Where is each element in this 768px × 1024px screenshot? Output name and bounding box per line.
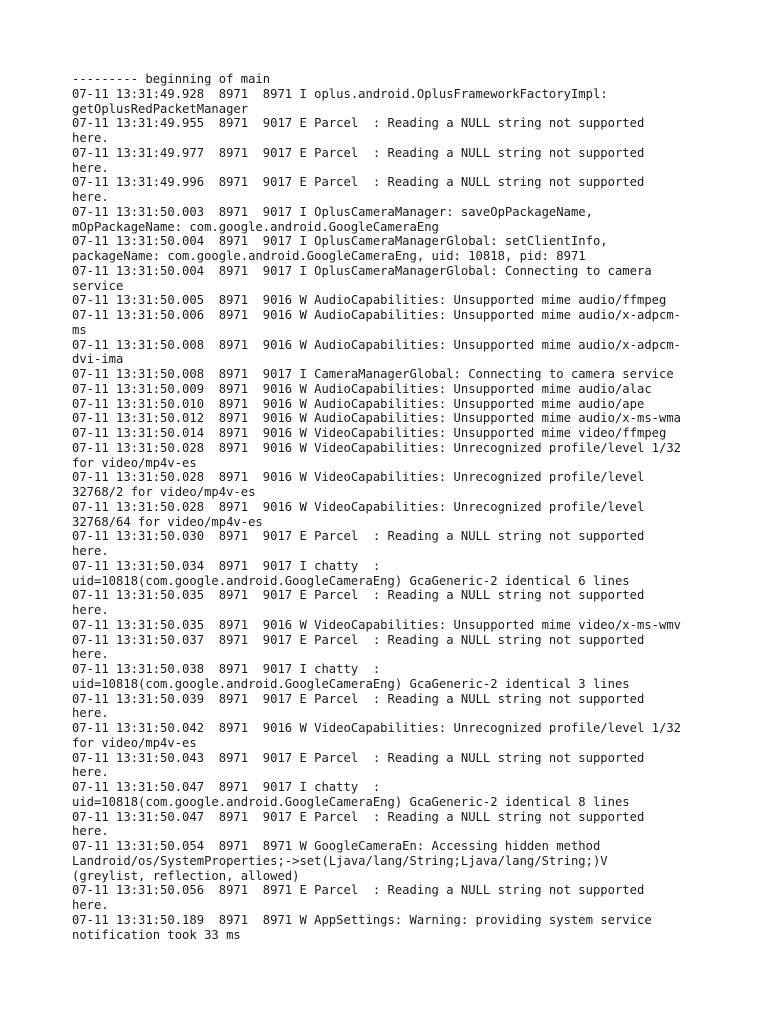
log-line: 32768/2 for video/mp4v-es	[72, 485, 256, 499]
log-line: 07-11 13:31:50.047 8971 9017 I chatty :	[72, 780, 381, 794]
log-line: getOplusRedPacketManager	[72, 101, 249, 116]
log-line: dvi-ima	[72, 352, 124, 367]
log-line: 07-11 13:31:49.955 8971 9017 E Parcel : Reading a NULL string not supported	[72, 116, 645, 131]
log-line: here.	[72, 765, 109, 780]
log-line: 32768/64 for video/mp4v-es	[72, 514, 263, 529]
log-line: for video/mp4v-es	[72, 735, 197, 750]
log-line: 07-11 13:31:50.008 8971 9017 I CameraManagerGlobal: Connecting to camera service	[72, 367, 674, 381]
log-line: here.	[72, 898, 109, 912]
log-line: mOpPackageName: com.google.android.GoogleCameraEng	[72, 219, 439, 234]
log-line: uid=10818(com.google.android.GoogleCameraEng) GcaGeneric-2 identical 6 lines	[72, 573, 630, 588]
log-line: service	[72, 278, 124, 293]
log-line: 07-11 13:31:50.009 8971 9016 W AudioCapabilities: Unsupported mime audio/alac	[72, 381, 652, 396]
log-line: 07-11 13:31:50.054 8971 8971 W GoogleCameraEn: Accessing hidden method	[72, 839, 601, 853]
log-line: 07-11 13:31:50.035 8971 9016 W VideoCapabilities: Unsupported mime video/x-ms-wmv	[72, 617, 682, 632]
log-line: 07-11 13:31:50.005 8971 9016 W AudioCapabilities: Unsupported mime audio/ffmpeg	[72, 293, 667, 308]
log-line: here.	[72, 603, 109, 617]
log-line: here.	[72, 160, 109, 175]
log-line: 07-11 13:31:50.008 8971 9016 W AudioCapabilities: Unsupported mime audio/x-adpcm-	[72, 337, 682, 352]
log-line: here.	[72, 706, 109, 721]
log-document	[72, 72, 712, 942]
log-line: Landroid/os/SystemProperties;->set(Ljava/lang/String;Ljava/lang/String;)V	[72, 853, 608, 868]
log-line: ms	[72, 322, 87, 337]
log-line: 07-11 13:31:50.035 8971 9017 E Parcel : Reading a NULL string not supported	[72, 588, 645, 603]
log-line: 07-11 13:31:50.047 8971 9017 E Parcel : Reading a NULL string not supported	[72, 809, 645, 824]
log-line: 07-11 13:31:50.189 8971 8971 W AppSettings: Warning: providing system service	[72, 912, 652, 927]
log-line: 07-11 13:31:49.977 8971 9017 E Parcel : Reading a NULL string not supported	[72, 145, 645, 160]
log-line: here.	[72, 190, 109, 204]
log-line: 07-11 13:31:50.038 8971 9017 I chatty :	[72, 662, 381, 676]
log-line: 07-11 13:31:50.039 8971 9017 E Parcel : Reading a NULL string not supported	[72, 691, 645, 706]
log-line: 07-11 13:31:50.004 8971 9017 I OplusCameraManagerGlobal: Connecting to camera	[72, 263, 652, 278]
log-line: 07-11 13:31:50.037 8971 9017 E Parcel : Reading a NULL string not supported	[72, 632, 645, 647]
log-line: for video/mp4v-es	[72, 455, 197, 470]
log-line: 07-11 13:31:49.996 8971 9017 E Parcel : Reading a NULL string not supported	[72, 175, 645, 190]
log-line: 07-11 13:31:50.034 8971 9017 I chatty :	[72, 558, 381, 573]
log-line: 07-11 13:31:50.004 8971 9017 I OplusCameraManagerGlobal: setClientInfo,	[72, 234, 608, 249]
log-line: 07-11 13:31:50.030 8971 9017 E Parcel : Reading a NULL string not supported	[72, 529, 645, 544]
log-line: here.	[72, 544, 109, 558]
log-line: 07-11 13:31:50.014 8971 9016 W VideoCapabilities: Unsupported mime video/ffmpeg	[72, 426, 667, 440]
log-line: uid=10818(com.google.android.GoogleCameraEng) GcaGeneric-2 identical 3 lines	[72, 676, 630, 691]
log-line: here.	[72, 131, 109, 145]
log-line: here.	[72, 824, 109, 839]
log-header: --------- beginning of main	[72, 72, 271, 86]
log-line: 07-11 13:31:50.003 8971 9017 I OplusCameraManager: saveOpPackageName,	[72, 204, 593, 219]
log-line: uid=10818(com.google.android.GoogleCameraEng) GcaGeneric-2 identical 8 lines	[72, 794, 630, 809]
log-line: packageName: com.google.android.GoogleCameraEng, uid: 10818, pid: 8971	[72, 249, 586, 263]
log-line: 07-11 13:31:49.928 8971 8971 I oplus.android.OplusFrameworkFactoryImpl:	[72, 86, 608, 101]
log-line: 07-11 13:31:50.028 8971 9016 W VideoCapabilities: Unrecognized profile/level	[72, 499, 645, 514]
log-body	[72, 87, 712, 943]
log-line: 07-11 13:31:50.028 8971 9016 W VideoCapabilities: Unrecognized profile/level	[72, 470, 645, 485]
log-line: notification took 33 ms	[72, 927, 241, 942]
log-line: 07-11 13:31:50.043 8971 9017 E Parcel : Reading a NULL string not supported	[72, 750, 645, 765]
log-line: 07-11 13:31:50.006 8971 9016 W AudioCapabilities: Unsupported mime audio/x-adpcm-	[72, 308, 682, 322]
log-line: 07-11 13:31:50.056 8971 8971 E Parcel : Reading a NULL string not supported	[72, 883, 645, 898]
log-line: 07-11 13:31:50.042 8971 9016 W VideoCapabilities: Unrecognized profile/level 1/32	[72, 721, 682, 735]
log-line: here.	[72, 647, 109, 662]
log-line: (greylist, reflection, allowed)	[72, 868, 300, 883]
log-line: 07-11 13:31:50.028 8971 9016 W VideoCapabilities: Unrecognized profile/level 1/32	[72, 440, 682, 455]
log-line: 07-11 13:31:50.010 8971 9016 W AudioCapabilities: Unsupported mime audio/ape	[72, 396, 645, 411]
log-line: 07-11 13:31:50.012 8971 9016 W AudioCapabilities: Unsupported mime audio/x-ms-wma	[72, 411, 682, 426]
